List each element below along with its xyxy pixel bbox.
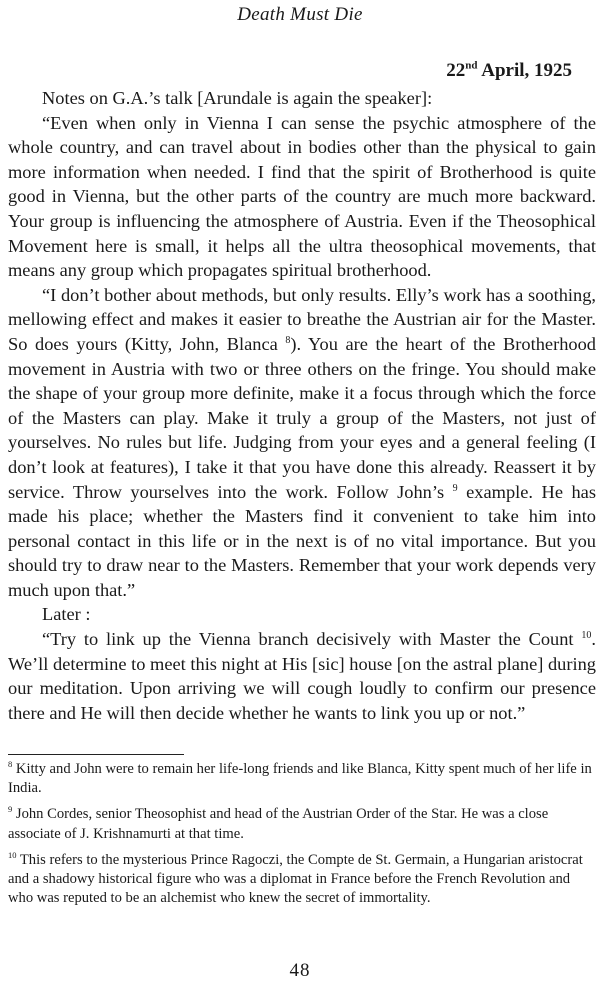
paragraph-2-part-c: example. He has made his place; whether the Masters find it convenient to take him into personal contact in this life or in the next is of no vital importance. But you should try to draw near to the Masters. Remember that your work depends very much upon that.” bbox=[8, 481, 596, 600]
intro-paragraph: Notes on G.A.’s talk [Arundale is again the speaker]: bbox=[42, 88, 433, 108]
date-suffix: nd bbox=[465, 59, 478, 72]
footnote bbox=[8, 851, 596, 909]
footnotes bbox=[8, 760, 596, 915]
later-label: Later : bbox=[42, 604, 91, 625]
footnote-text: John Cordes, senior Theosophist and head of the Austrian Order of the Star. He was a close associate of J. Krishnamurti at that time. bbox=[8, 806, 549, 842]
paragraph-3-part-b: . We’ll determine to meet this night at His [sic] house [on the astral plane] during our meditation. Upon arriving we will cough loudly to confirm our presence there and He will then decide whether he wants to link you up or not.” bbox=[8, 629, 596, 723]
date-month-year: April, 1925 bbox=[477, 60, 572, 81]
paragraph-2-part-b: ). You are the heart of the Brotherhood movement in Austria with two or three others on the fringe. You should make the shape of your group more definite, make it a focus through which the force of the Masters can play. Make it truly a group of the Masters, not just of yourselves. No rules but life. Judging from your eyes and a general feeling (I don’t look at features), I take it that you have done this already. Reassert it by service. Throw yourselves into the work. Follow John’s bbox=[8, 333, 596, 502]
footnote-ref-8: 8 bbox=[285, 334, 291, 346]
footnote-ref-9: 9 bbox=[452, 482, 458, 494]
footnote-number: 8 bbox=[8, 759, 13, 770]
date-day: 22 bbox=[446, 60, 466, 81]
running-header: Death Must Die bbox=[237, 4, 363, 25]
footnote bbox=[8, 760, 596, 798]
footnote-number: 9 bbox=[8, 804, 13, 815]
page-number: 48 bbox=[289, 960, 311, 981]
footnote-ref-10: 10 bbox=[581, 629, 592, 641]
footnote bbox=[8, 805, 596, 843]
footnote-text: Kitty and John were to remain her life-long friends and like Blanca, Kitty spent much of her life in India. bbox=[8, 761, 592, 797]
footnote-divider bbox=[8, 754, 184, 755]
paragraph-1: “Even when only in Vienna I can sense the psychic atmosphere of the whole country, and can travel about in bodies other than the physical to gain more information when needed. I find that the spirit of Brotherhood is quite good in Vienna, but the other parts of the country are much more backward. Your group is influencing the atmosphere of Austria. Even if the Theosophical Movement here is small, it helps all the ultra theosophical movements, that means any group which propagates spiritual brotherhood. bbox=[8, 112, 596, 281]
footnote-number: 10 bbox=[8, 849, 17, 860]
main-text bbox=[8, 86, 596, 725]
footnote-text: This refers to the mysterious Prince Ragoczi, the Compte de St. Germain, a Hungarian aristocrat and a shadowy historical figure who was a diplomat in France before the French Revolution and who was reputed to be an alchemist who knew the secret of immortality. bbox=[8, 851, 583, 907]
paragraph-2 bbox=[8, 283, 596, 603]
paragraph-3-part-a: “Try to link up the Vienna branch decisively with Master the Count bbox=[42, 629, 582, 650]
paragraph-2-part-a: “I don’t bother about methods, but only results. Elly’s work has a soothing, mellowing effect and makes it easier to breathe the Austrian air for the Master. So does yours (Kitty, John, Blanca bbox=[8, 284, 596, 354]
entry-date bbox=[446, 60, 572, 82]
paragraph-3 bbox=[8, 627, 596, 725]
